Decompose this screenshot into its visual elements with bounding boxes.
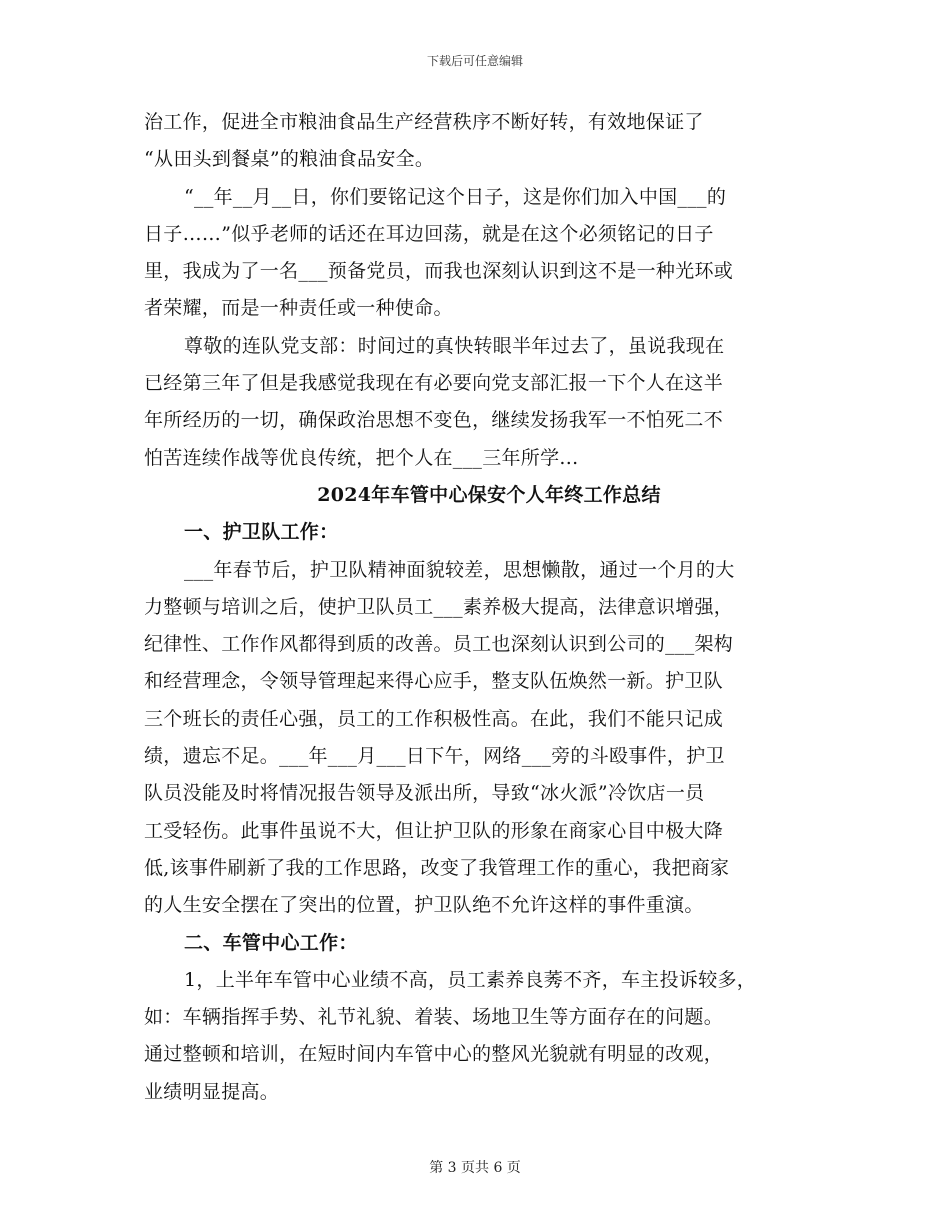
body-line: 怕苦连续作战等优良传统，把个人在___三年所学... bbox=[144, 446, 579, 469]
body-line: 1，上半年车管中心业绩不高，员工素养良莠不齐，车主投诉较多， bbox=[184, 968, 757, 991]
page-header: 下载后可任意编辑 bbox=[426, 54, 523, 68]
section-heading: 一、护卫队工作： bbox=[184, 521, 339, 544]
document-body bbox=[144, 104, 814, 1111]
body-line: ___年春节后，护卫队精神面貌较差，思想懒散，通过一个月的大 bbox=[184, 558, 735, 581]
body-line: 治工作，促进全市粮油食品生产经营秩序不断好转，有效地保证了 bbox=[144, 111, 704, 133]
body-line: 的人生安全摆在了突出的位置，护卫队绝不允许这样的事件重演。 bbox=[144, 894, 704, 917]
body-line: 尊敬的连队党支部：时间过的真快转眼半年过去了，虽说我现在 bbox=[184, 334, 725, 357]
body-line: 者荣耀，而是一种责任或一种使命。 bbox=[144, 297, 453, 320]
document-title: 2024年车管中心保安个人年终工作总结 bbox=[317, 483, 661, 506]
body-line: 低,该事件刷新了我的工作思路，改变了我管理工作的重心，我把商家 bbox=[144, 856, 730, 879]
body-line: 队员没能及时将情况报告领导及派出所，导致“冰火派”冷饮店一员 bbox=[144, 782, 705, 805]
body-line: 和经营理念，令领导管理起来得心应手，整支队伍焕然一新。护卫队 bbox=[144, 670, 724, 693]
body-line: 通过整顿和培训，在短时间内车管中心的整风光貌就有明显的改观， bbox=[144, 1043, 724, 1066]
body-line: 已经第三年了但是我感觉我现在有必要向党支部汇报一下个人在这半 bbox=[144, 372, 724, 395]
body-line: 里，我成为了一名___预备党员，而我也深刻认识到这不是一种光环或 bbox=[144, 260, 734, 283]
body-line: 日子……”似乎老师的话还在耳边回荡，就是在这个必须铭记的日子 bbox=[144, 222, 714, 245]
section-heading: 二、车管中心工作： bbox=[184, 931, 358, 954]
body-line: “从田头到餐桌”的粮油食品安全。 bbox=[144, 148, 435, 171]
body-line: 如：车辆指挥手势、礼节礼貌、着装、场地卫生等方面存在的问题。 bbox=[144, 1006, 724, 1029]
body-line: 业绩明显提高。 bbox=[144, 1080, 280, 1103]
body-line: 绩，遗忘不足。___年___月___日下午，网络___旁的斗殴事件，护卫 bbox=[144, 745, 725, 768]
body-line: 年所经历的一切，确保政治思想不变色，继续发扬我军一不怕死二不 bbox=[144, 409, 724, 432]
page-footer: 第 3 页共 6 页 bbox=[429, 1160, 521, 1176]
body-line: 工受轻伤。此事件虽说不大，但让护卫队的形象在商家心目中极大降 bbox=[144, 819, 724, 842]
body-line: 三个班长的责任心强，员工的工作积极性高。在此，我们不能只记成 bbox=[144, 707, 724, 730]
body-line: 纪律性、工作作风都得到质的改善。员工也深刻认识到公司的___架构 bbox=[144, 633, 734, 656]
body-line: “__年__月__日，你们要铭记这个日子，这是你们加入中国___的 bbox=[184, 185, 727, 208]
body-line: 力整顿与培训之后，使护卫队员工___素养极大提高，法律意识增强， bbox=[144, 595, 734, 618]
